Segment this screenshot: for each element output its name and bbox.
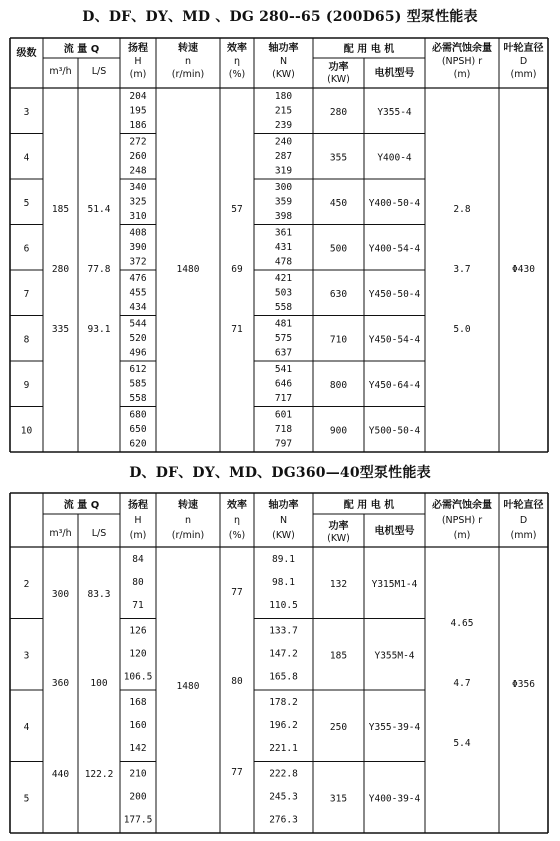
head-value: 186 xyxy=(129,120,147,131)
header-head-unit: (m) xyxy=(129,69,147,80)
shaft-power-value: 478 xyxy=(274,256,293,268)
stage-number: 2 xyxy=(23,578,30,590)
header-npsh: 必需汽蚀余量 xyxy=(432,500,492,511)
header-shaft-power-unit: (KW) xyxy=(272,530,295,541)
header-head: 扬程 xyxy=(128,43,148,54)
header-speed-unit: (r/min) xyxy=(171,69,205,80)
stage-number: 4 xyxy=(23,721,30,733)
header-speed: 转速 xyxy=(178,43,198,54)
header-flow-m3h: m³/h xyxy=(49,528,72,539)
motor-model-value: Y450-64-4 xyxy=(368,379,421,391)
header-impeller: 叶轮直径 xyxy=(503,43,544,54)
motor-model-value: Y500-50-4 xyxy=(368,425,421,437)
header-npsh-symbol: (NPSH) r xyxy=(441,56,483,67)
header-flow: 流 量 Q xyxy=(63,500,100,511)
efficiency-value: 80 xyxy=(231,676,243,687)
head-value: 142 xyxy=(129,743,147,754)
header-efficiency-symbol: η xyxy=(233,515,241,526)
head-value: 434 xyxy=(129,302,147,313)
head-value: 160 xyxy=(129,720,147,731)
shaft-power-value: 222.8 xyxy=(269,768,298,780)
shaft-power-value: 319 xyxy=(274,165,293,177)
head-value: 496 xyxy=(129,347,147,359)
shaft-power-value: 541 xyxy=(274,364,293,375)
header-speed: 转速 xyxy=(178,500,198,511)
shaft-power-value: 133.7 xyxy=(269,625,298,637)
header-motor-power-unit: (KW) xyxy=(327,533,350,544)
shaft-power-value: 98.1 xyxy=(272,577,295,588)
head-value: 126 xyxy=(129,625,147,637)
stage-number: 6 xyxy=(23,243,30,255)
table1-title: D、DF、DY、MD 、DG 280--65 (200D65) 型泵性能表 xyxy=(82,9,478,25)
shaft-power-value: 165.8 xyxy=(269,671,298,683)
shaft-power-value: 575 xyxy=(274,333,293,344)
shaft-power-value: 300 xyxy=(274,182,293,193)
shaft-power-value: 180 xyxy=(274,91,293,102)
head-value: 71 xyxy=(132,600,144,611)
flow-ls-value: 93.1 xyxy=(87,324,111,335)
header-efficiency-symbol: η xyxy=(233,56,241,67)
motor-power-value: 280 xyxy=(329,106,348,118)
head-value: 120 xyxy=(129,648,147,660)
shaft-power-value: 178.2 xyxy=(269,697,298,708)
head-value: 544 xyxy=(129,318,147,330)
header-flow-ls: L/S xyxy=(91,528,107,539)
motor-model-value: Y400-4 xyxy=(377,152,412,164)
stage-number: 9 xyxy=(23,379,30,391)
motor-model-value: Y400-50-4 xyxy=(368,197,421,209)
efficiency-value: 71 xyxy=(231,324,243,335)
head-value: 476 xyxy=(129,273,147,284)
head-value: 272 xyxy=(129,136,147,148)
head-value: 84 xyxy=(132,554,144,565)
shaft-power-value: 110.5 xyxy=(269,600,298,611)
shaft-power-value: 481 xyxy=(274,318,293,330)
header-motor: 配 用 电 机 xyxy=(343,500,395,511)
impeller-value: Φ356 xyxy=(512,679,535,690)
stage-number: 5 xyxy=(23,197,30,209)
shaft-power-value: 240 xyxy=(274,136,293,148)
efficiency-value: 57 xyxy=(231,204,243,215)
motor-power-value: 132 xyxy=(329,578,348,590)
header-shaft-power-symbol: N xyxy=(279,56,288,67)
stage-number: 10 xyxy=(20,425,33,437)
efficiency-value: 77 xyxy=(231,587,243,598)
flow-m3h-value: 440 xyxy=(51,769,70,780)
header-flow-m3h: m³/h xyxy=(49,66,72,77)
shaft-power-value: 503 xyxy=(274,287,293,299)
head-value: 325 xyxy=(129,196,147,208)
head-value: 200 xyxy=(129,791,147,803)
shaft-power-value: 287 xyxy=(274,151,293,162)
shaft-power-value: 215 xyxy=(274,105,293,117)
shaft-power-value: 245.3 xyxy=(269,791,298,803)
efficiency-value: 77 xyxy=(231,767,243,778)
head-value: 408 xyxy=(129,227,147,239)
shaft-power-value: 89.1 xyxy=(272,554,295,565)
flow-m3h-value: 280 xyxy=(51,264,70,275)
flow-m3h-value: 185 xyxy=(51,204,70,215)
motor-model-value: Y355-4 xyxy=(377,106,412,118)
header-flow: 流 量 Q xyxy=(63,44,100,55)
head-value: 340 xyxy=(129,182,147,193)
head-value: 310 xyxy=(129,211,147,222)
stage-number: 5 xyxy=(23,793,30,805)
head-value: 195 xyxy=(129,105,147,117)
header-impeller: 叶轮直径 xyxy=(503,500,544,511)
flow-ls-value: 77.8 xyxy=(87,264,111,275)
header-motor: 配 用 电 机 xyxy=(343,44,395,55)
stage-number: 7 xyxy=(23,288,30,300)
header-efficiency: 效率 xyxy=(227,43,247,54)
shaft-power-value: 196.2 xyxy=(269,720,298,731)
shaft-power-value: 718 xyxy=(274,424,293,435)
npsh-value: 2.8 xyxy=(453,204,471,215)
motor-power-value: 450 xyxy=(329,197,348,209)
head-value: 204 xyxy=(129,91,147,102)
table2-title: D、DF、DY、MD、DG360—40型泵性能表 xyxy=(129,465,431,481)
header-shaft-power-unit: (KW) xyxy=(272,69,295,80)
header-impeller-symbol: D xyxy=(519,515,528,526)
npsh-value: 3.7 xyxy=(453,264,471,275)
motor-model-value: Y315M1-4 xyxy=(371,578,418,590)
header-stage: 级数 xyxy=(16,48,37,59)
header-impeller-unit: (mm) xyxy=(510,530,537,541)
head-value: 248 xyxy=(129,165,147,177)
head-value: 372 xyxy=(129,256,147,268)
motor-power-value: 900 xyxy=(329,425,348,437)
shaft-power-value: 797 xyxy=(274,438,293,450)
motor-model-value: Y355-39-4 xyxy=(368,721,421,733)
motor-model-value: Y400-39-4 xyxy=(368,793,421,805)
motor-model-value: Y355M-4 xyxy=(374,650,415,662)
header-motor-power-unit: (KW) xyxy=(327,74,350,85)
speed-value: 1480 xyxy=(176,264,200,275)
npsh-value: 4.7 xyxy=(453,678,471,689)
motor-power-value: 710 xyxy=(329,334,348,346)
header-shaft-power: 轴功率 xyxy=(268,43,299,54)
head-value: 210 xyxy=(129,768,147,780)
head-value: 390 xyxy=(129,242,147,253)
head-value: 260 xyxy=(129,151,147,162)
shaft-power-value: 239 xyxy=(274,120,293,131)
shaft-power-value: 421 xyxy=(274,273,293,284)
header-head: 扬程 xyxy=(128,500,148,511)
head-value: 680 xyxy=(129,409,147,421)
header-speed-unit: (r/min) xyxy=(171,530,205,541)
npsh-value: 5.4 xyxy=(453,738,471,749)
header-impeller-unit: (mm) xyxy=(510,69,537,80)
motor-power-value: 315 xyxy=(329,793,348,805)
flow-ls-value: 83.3 xyxy=(87,589,111,600)
shaft-power-value: 359 xyxy=(274,196,293,208)
head-value: 455 xyxy=(129,287,147,299)
header-flow-ls: L/S xyxy=(91,66,107,77)
header-speed-symbol: n xyxy=(184,56,192,67)
header-shaft-power-symbol: N xyxy=(279,515,288,526)
shaft-power-value: 637 xyxy=(274,347,293,359)
head-value: 612 xyxy=(129,364,147,375)
header-head-unit: (m) xyxy=(129,530,147,541)
header-shaft-power: 轴功率 xyxy=(268,500,299,511)
header-head-symbol: H xyxy=(134,56,142,67)
efficiency-value: 69 xyxy=(231,264,243,275)
shaft-power-value: 601 xyxy=(274,409,293,421)
stage-number: 8 xyxy=(23,334,30,346)
header-efficiency-unit: (%) xyxy=(228,530,246,541)
header-impeller-symbol: D xyxy=(519,56,528,67)
stage-number: 4 xyxy=(23,152,30,164)
impeller-value: Φ430 xyxy=(512,264,535,275)
head-value: 168 xyxy=(129,697,147,708)
header-efficiency: 效率 xyxy=(227,500,247,511)
speed-value: 1480 xyxy=(176,681,200,692)
header-npsh-unit: (m) xyxy=(453,69,471,80)
head-value: 585 xyxy=(129,378,147,390)
shaft-power-value: 398 xyxy=(274,211,293,222)
shaft-power-value: 431 xyxy=(274,242,293,253)
header-motor-power: 功率 xyxy=(328,521,349,532)
head-value: 650 xyxy=(129,424,147,435)
shaft-power-value: 361 xyxy=(274,227,293,239)
stage-number: 3 xyxy=(23,650,30,662)
header-motor-power: 功率 xyxy=(328,62,349,73)
motor-model-value: Y450-54-4 xyxy=(368,334,421,346)
flow-ls-value: 51.4 xyxy=(87,204,111,215)
npsh-value: 5.0 xyxy=(453,324,471,335)
shaft-power-value: 276.3 xyxy=(269,814,298,826)
header-npsh-unit: (m) xyxy=(453,530,471,541)
head-value: 520 xyxy=(129,333,147,344)
head-value: 177.5 xyxy=(123,814,153,826)
head-value: 558 xyxy=(129,393,147,404)
header-motor-model: 电机型号 xyxy=(374,526,415,537)
head-value: 80 xyxy=(132,577,144,588)
head-value: 106.5 xyxy=(123,671,153,683)
header-motor-model: 电机型号 xyxy=(374,68,415,79)
motor-model-value: Y450-50-4 xyxy=(368,288,421,300)
motor-power-value: 630 xyxy=(329,288,348,300)
shaft-power-value: 646 xyxy=(274,378,293,390)
npsh-value: 4.65 xyxy=(450,618,474,629)
motor-model-value: Y400-54-4 xyxy=(368,243,421,255)
stage-number: 3 xyxy=(23,106,30,118)
head-value: 620 xyxy=(129,438,147,450)
header-efficiency-unit: (%) xyxy=(228,69,246,80)
flow-m3h-value: 335 xyxy=(51,324,70,335)
flow-ls-value: 100 xyxy=(90,678,108,689)
shaft-power-value: 717 xyxy=(274,393,293,404)
motor-power-value: 250 xyxy=(329,721,348,733)
flow-ls-value: 122.2 xyxy=(84,769,114,780)
motor-power-value: 355 xyxy=(329,152,348,164)
header-npsh-symbol: (NPSH) r xyxy=(441,515,483,526)
header-speed-symbol: n xyxy=(184,515,192,526)
motor-power-value: 185 xyxy=(329,650,348,662)
header-head-symbol: H xyxy=(134,515,142,526)
shaft-power-value: 558 xyxy=(274,302,293,313)
shaft-power-value: 147.2 xyxy=(269,648,298,660)
flow-m3h-value: 360 xyxy=(51,678,70,689)
shaft-power-value: 221.1 xyxy=(269,743,298,754)
header-npsh: 必需汽蚀余量 xyxy=(432,43,492,54)
flow-m3h-value: 300 xyxy=(51,589,70,600)
motor-power-value: 500 xyxy=(329,243,348,255)
motor-power-value: 800 xyxy=(329,379,348,391)
